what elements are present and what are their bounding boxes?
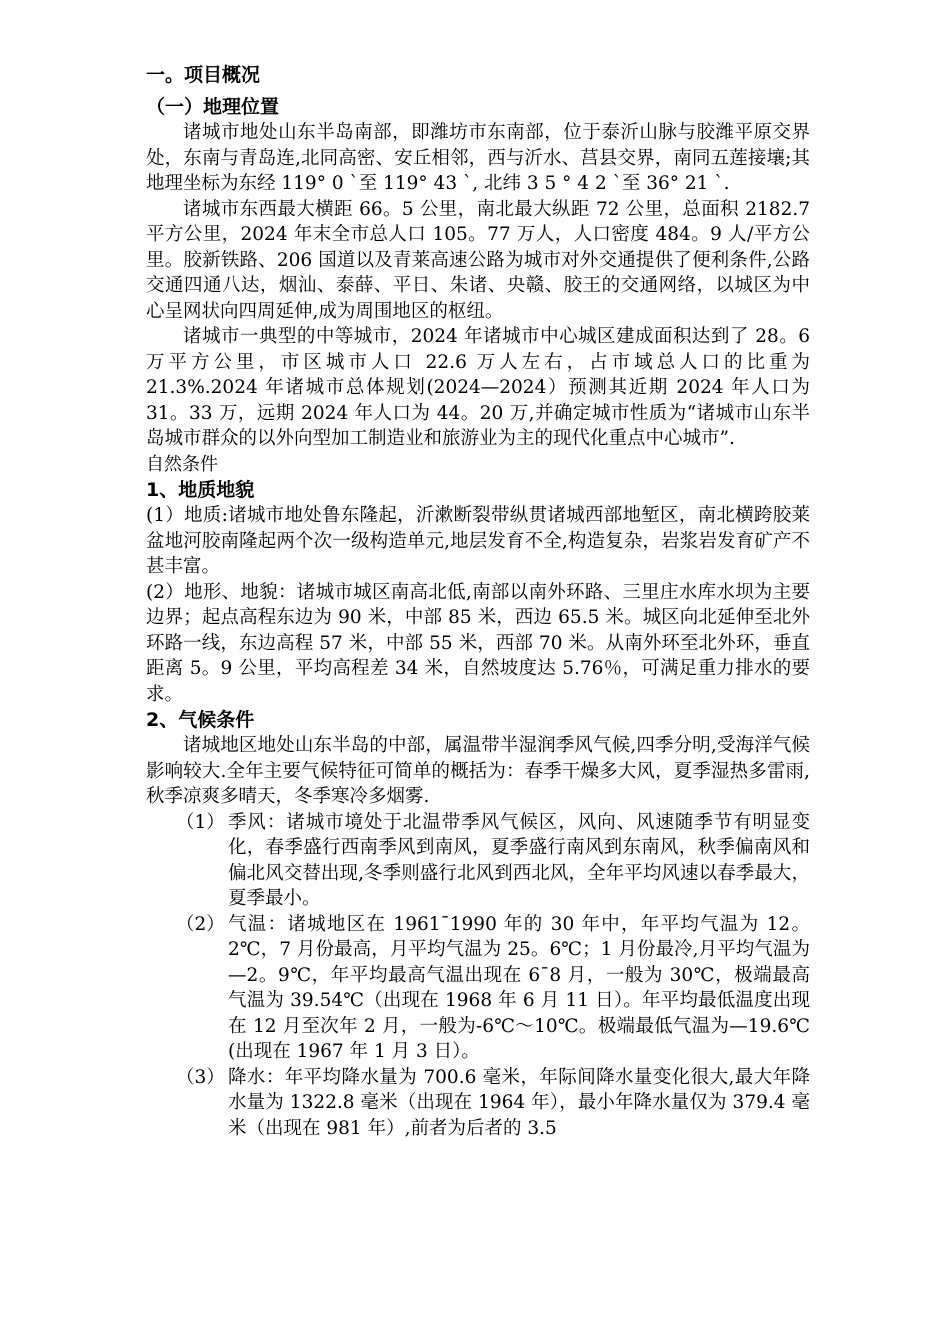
document-body [146, 62, 810, 1141]
list-item-number: （3） [176, 1066, 225, 1088]
heading-geographic-location: （一）地理位置 [146, 96, 280, 118]
list-item-number: （2） [176, 913, 225, 935]
list-item-text: 气温：诸城地区在 1961¯1990 年的 30 年中，年平均气温为 12。2℃，7 月份最高，月平均气温为 25。6℃；1 月份最冷,月平均气温为—2。9℃，年平均最高气温出现在 6¯8 月，一般为 30℃，极端最高气温为 39.54℃（出现在 1968 年 6 月 11 日）。年平均最低温度出现在 12 月至次年 2 月，一般为-6℃～10℃。极端最低气温为—19.6℃(出现在 1967 年 1 月 3 日）。 [228, 913, 810, 1062]
paragraph-geology: (1）地质:诸城市地处鲁东隆起，沂漱断裂带纵贯诸城西部地堑区，南北横跨胶莱盆地河胶南隆起两个次一级构造单元,地层发育不全,构造复杂，岩浆岩发育矿产不甚丰富。 [146, 505, 810, 577]
heading-climate: 2、气候条件 [146, 709, 255, 731]
paragraph-terrain: (2）地形、地貌：诸城市城区南高北低,南部以南外环路、三里庄水库水坝为主要边界；起点高程东边为 90 米，中部 85 米，西边 65.5 米。城区向北延伸至北外环路一线，东边高程 57 米，中部 55 米，西部 70 米。从南外环至北外环，垂直距离 5。9 公里，平均高程差 34 米，自然坡度达 5.76％，可满足重力排水的要求。 [146, 581, 810, 705]
list-item-precipitation [146, 1065, 810, 1142]
list-item-temperature [146, 912, 810, 1065]
list-item-text: 降水：年平均降水量为 700.6 毫米，年际间降水量变化很大,最大年降水量为 1322.8 毫米（出现在 1964 年），最小年降水量仅为 379.4 毫米（出现在 981 年）,前者为后者的 3.5 [228, 1066, 810, 1139]
list-item-monsoon [146, 810, 810, 912]
paragraph-area-population: 诸城市东西最大横距 66。5 公里，南北最大纵距 72 公里，总面积 2182.7 平方公里，2024 年末全市总人口 105。77 万人，人口密度 484。9 人/平方公里。胶新铁路、206 国道以及青莱高速公路为城市对外交通提供了便利条件,公路交通四通八达，烟汕、泰薛、平日、朱诸、央赣、胶王的交通网络，以城区为中心呈网状向四周延伸,成为周围地区的枢纽。 [146, 198, 810, 322]
paragraph-climate-intro: 诸城地区地处山东半岛的中部，属温带半湿润季风气候,四季分明,受海洋气候影响较大.全年主要气候特征可简单的概括为：春季干燥多大风，夏季湿热多雷雨,秋季凉爽多晴天，冬季寒冷多烟雾. [146, 735, 810, 807]
list-item-number: （1） [176, 811, 225, 833]
section-label-natural-conditions: 自然条件 [146, 453, 218, 475]
heading-project-overview: 一。项目概况 [146, 64, 261, 86]
paragraph-location-coordinates: 诸城市地处山东半岛南部，即潍坊市东南部，位于泰沂山脉与胶潍平原交界处，东南与青岛连,北同高密、安丘相邻，西与沂水、莒县交界，南同五莲接壤;其地理坐标为东经 119° 0 `至 119° 43 `, 北纬 3 5 ° 4 2 `至 36° 21 `. [146, 122, 810, 194]
paragraph-city-planning: 诸城市一典型的中等城市，2024 年诸城市中心城区建成面积达到了 28。6 万平方公里，市区城市人口 22.6 万人左右，占市域总人口的比重为 21.3%.2024 年诸城市总体规划(2024—2024）预测其近期 2024 年人口为 31。33 万，远期 2024 年人口为 44。20 万,并确定城市性质为“诸城市山东半岛城市群众的以外向型加工制造业和旅游业为主的现代化重点中心城市”. [146, 326, 810, 449]
heading-geology: 1、地质地貌 [146, 479, 255, 501]
list-item-text: 季风：诸城市境处于北温带季风气候区，风向、风速随季节有明显变化，春季盛行西南季风到南风，夏季盛行南风到东南风，秋季偏南风和偏北风交替出现,冬季则盛行北风到西北风，全年平均风速以春季最大，夏季最小。 [228, 811, 810, 909]
